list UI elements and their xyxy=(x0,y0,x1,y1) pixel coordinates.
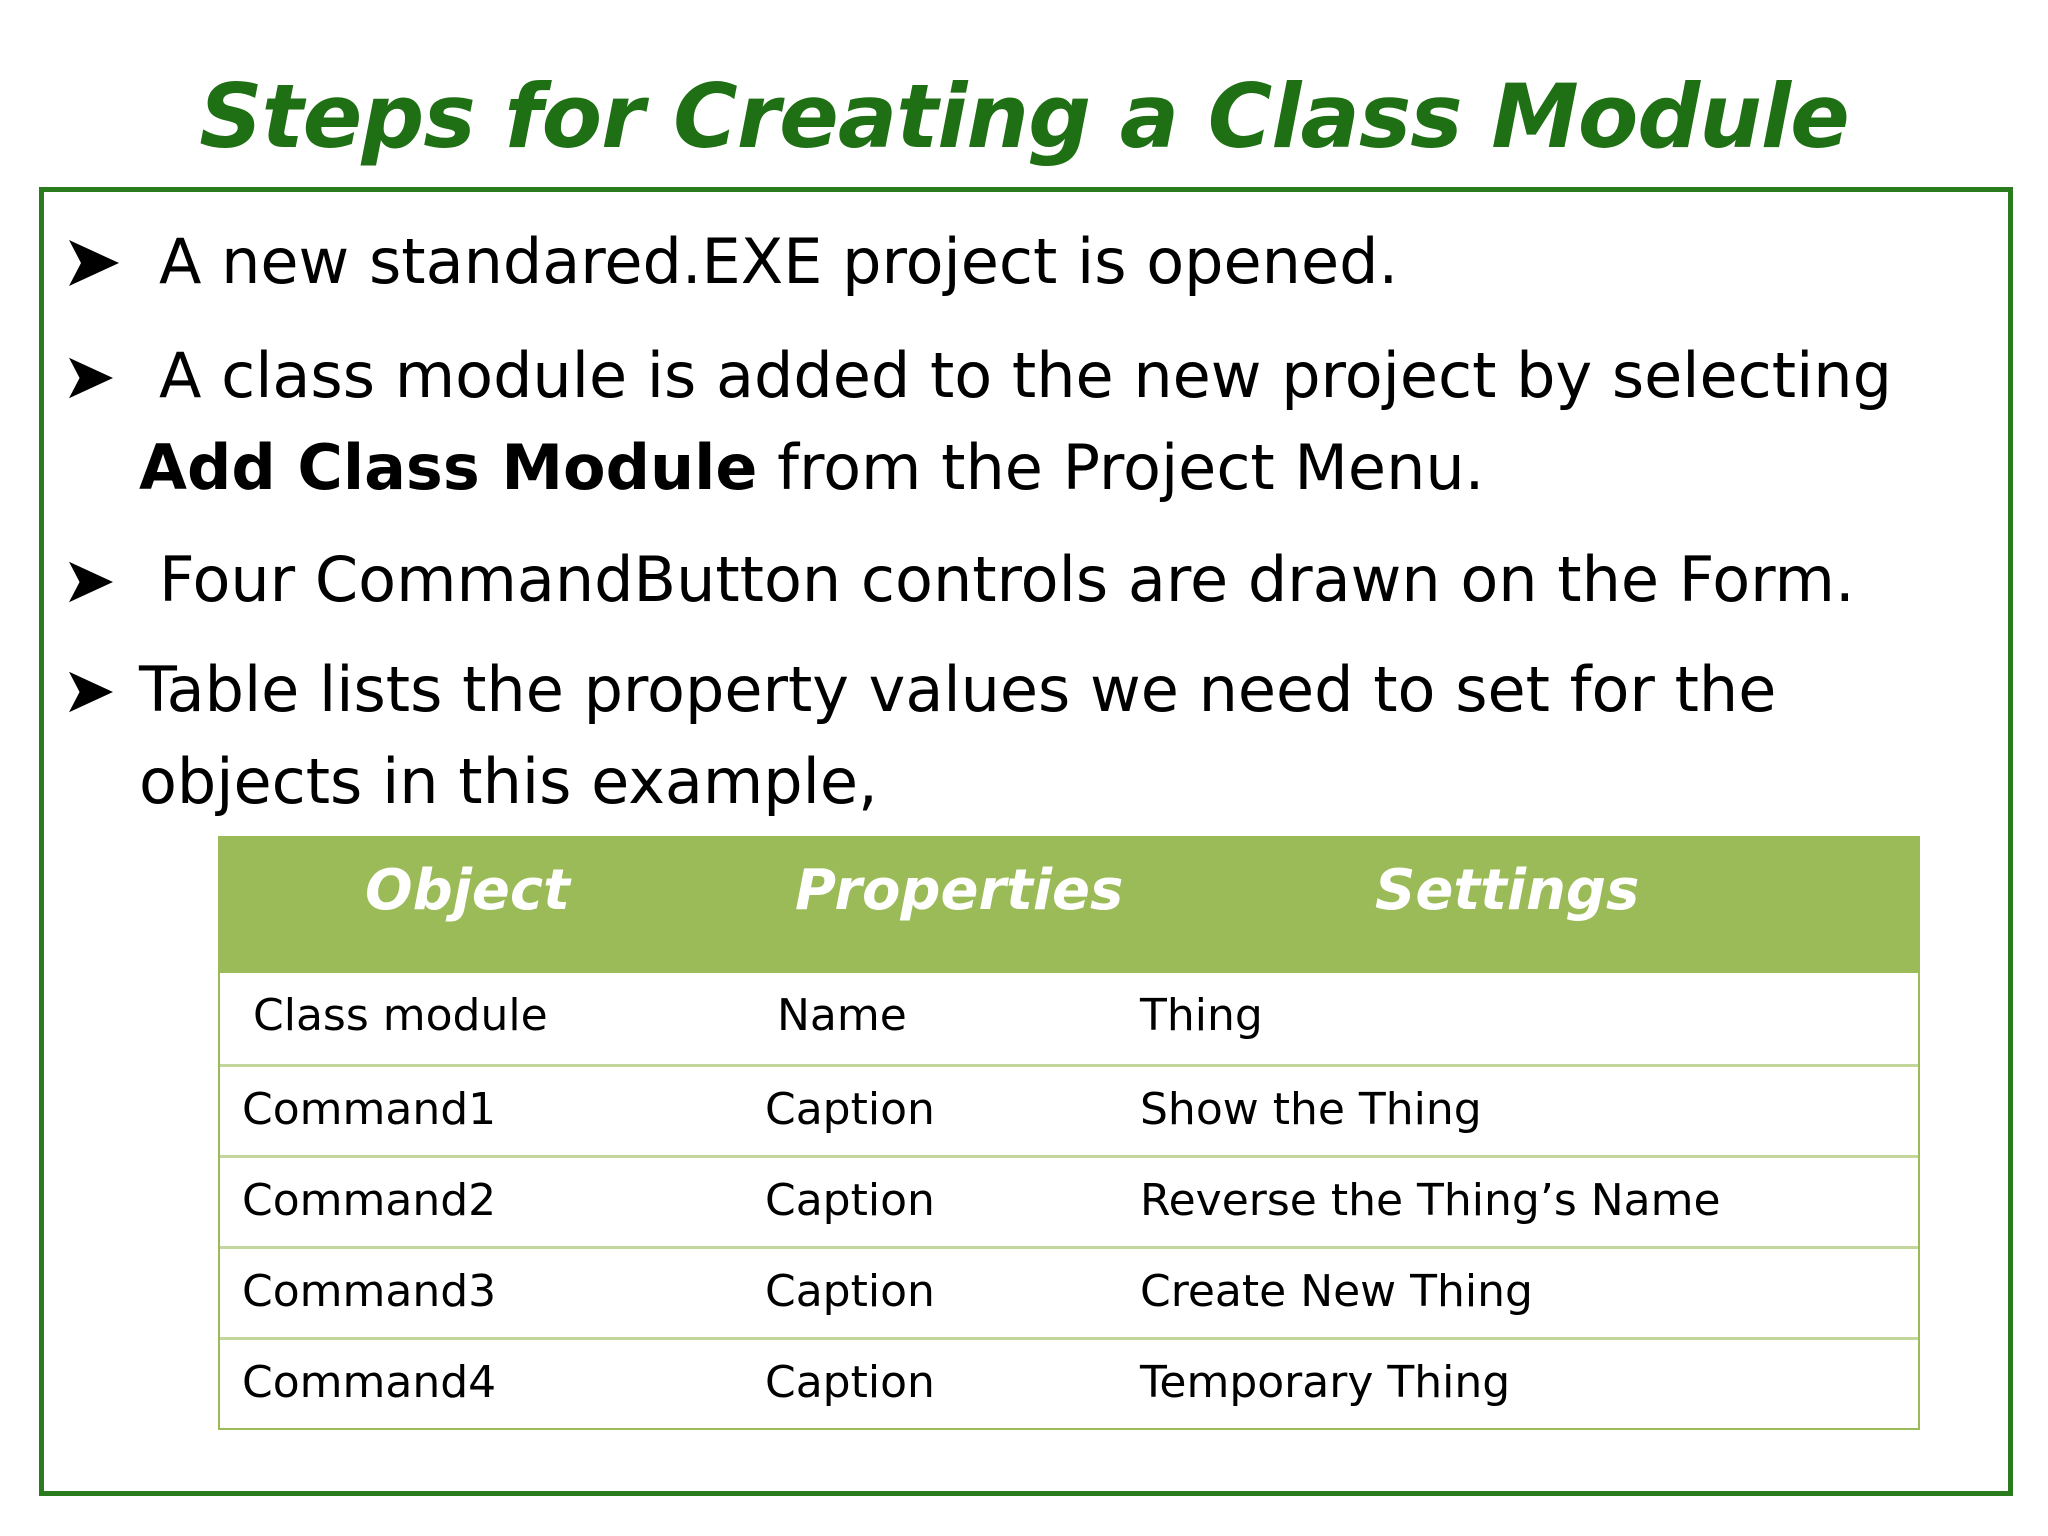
bullet-text: Four CommandButton controls are drawn on the Form. xyxy=(159,543,1855,616)
cell-object: Command1 xyxy=(242,1084,497,1135)
arrowhead-bullet-icon xyxy=(67,238,121,288)
arrowhead-bullet-icon xyxy=(67,356,115,400)
cell-property: Caption xyxy=(765,1357,935,1408)
arrowhead-bullet-icon xyxy=(67,560,115,604)
cell-setting: Show the Thing xyxy=(1140,1084,1482,1135)
cell-setting: Thing xyxy=(1140,990,1263,1041)
cell-property: Caption xyxy=(765,1266,935,1317)
bullet-text: A class module is added to the new project by selecting xyxy=(159,339,1892,412)
header-settings: Settings xyxy=(1375,858,1640,923)
bullet-text-rest: from the Project Menu. xyxy=(757,431,1485,504)
cell-property: Caption xyxy=(765,1175,935,1226)
arrowhead-bullet-icon xyxy=(67,670,115,714)
cell-setting: Reverse the Thing’s Name xyxy=(1140,1175,1721,1226)
cell-setting: Temporary Thing xyxy=(1140,1357,1511,1408)
bullet-text-line2 xyxy=(139,422,1484,514)
header-properties: Properties xyxy=(795,858,1124,923)
properties-table xyxy=(218,836,1920,1430)
table-row xyxy=(220,1246,1918,1337)
bullet-text-line2: objects in this example, xyxy=(139,745,878,818)
cell-property: Caption xyxy=(765,1084,935,1135)
cell-object: Command4 xyxy=(242,1357,497,1408)
cell-setting: Create New Thing xyxy=(1140,1266,1533,1317)
table-row xyxy=(220,1337,1918,1428)
bullet-text: Table lists the property values we need to set for the xyxy=(139,653,1777,726)
table-header xyxy=(220,836,1918,973)
slide-title: Steps for Creating a Class Module xyxy=(199,65,1849,168)
cell-object: Command3 xyxy=(242,1266,497,1317)
cell-property: Name xyxy=(777,990,907,1041)
header-object: Object xyxy=(365,858,570,923)
table-row xyxy=(220,973,1918,1064)
cell-object: Class module xyxy=(253,990,548,1041)
table-row xyxy=(220,1155,1918,1246)
cell-object: Command2 xyxy=(242,1175,497,1226)
bullet-text: A new standared.EXE project is opened. xyxy=(159,225,1399,298)
bold-phrase: Add Class Module xyxy=(139,431,758,504)
table-row xyxy=(220,1064,1918,1155)
